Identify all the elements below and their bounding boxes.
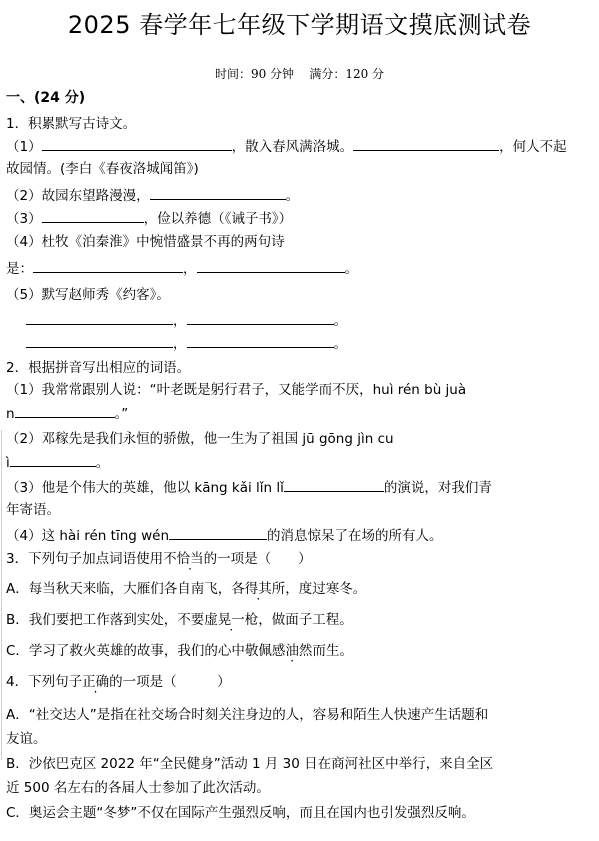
q3-a-dotted: 各得其所 — [231, 581, 286, 597]
q1-4-blank-a[interactable] — [33, 258, 183, 273]
q3-b-pre: B．我们要把工作落到实处，不要 — [6, 612, 205, 628]
q1-5-blank-c[interactable] — [26, 333, 173, 348]
section-title: 一、(24 分) — [6, 90, 86, 106]
q1-4-end: 。 — [344, 261, 358, 277]
q4-option-a: A．“社交达人”是指在社交场合时刻关注身边的人，容易和陌生人快速产生话题和 — [6, 707, 489, 723]
q1-item-2 — [6, 185, 299, 206]
q2-4-pre: （4）这 hài rén tīng wén — [6, 528, 170, 544]
q2-item-2: （2）邓稼先是我们永恒的骄傲，他一生为了祖国 jū gōng jìn cu — [6, 431, 394, 447]
q1-1-end: ，何人不起 — [499, 139, 567, 155]
q1-item-1 — [6, 136, 567, 157]
q4-stem-post: 的一项是（ ） — [109, 674, 231, 690]
q1-1-blank-a[interactable] — [42, 136, 232, 151]
page-title: 2025 春学年七年级下学期语文摸底测试卷 — [67, 11, 532, 39]
q1-3-num: （3） — [6, 211, 42, 227]
q2-item-1-cont — [6, 403, 128, 424]
q1-5-blank-b[interactable] — [187, 310, 334, 325]
q2-2-blank[interactable] — [10, 452, 96, 467]
q3-b-dotted: 虚晃一枪 — [204, 612, 259, 628]
q1-4-blank-b[interactable] — [197, 258, 345, 273]
q1-item-5: （5）默写赵师秀《约客》。 — [6, 287, 170, 303]
q1-1-num: （1） — [6, 139, 42, 155]
q1-5-end-1: 。 — [333, 313, 347, 329]
q2-4-blank[interactable] — [169, 525, 267, 540]
q4-option-b: B．沙依巴克区 2022 年“全民健身”活动 1 月 30 日在商河社区中举行，来自全区 — [6, 756, 494, 772]
q2-item-3-cont: 年寄语。 — [6, 502, 60, 518]
q3-stem — [6, 549, 312, 569]
q4-option-a-cont: 友谊。 — [6, 731, 47, 747]
q2-stem: 2．根据拼音写出相应的词语。 — [6, 360, 191, 376]
q2-3-pre: （3）他是个伟大的英雄，他以 kāng kǎi lǐn lǐ — [6, 480, 284, 496]
q4-option-b-cont: 近 500 名左右的各届人士参加了此次活动。 — [6, 780, 270, 796]
q1-item-4-answer — [6, 258, 358, 279]
score-value: 120 分 — [345, 67, 385, 81]
q2-item-1: （1）我常常跟别人说：“叶老既是躬行君子，又能学而不厌，huì rén bù juà — [6, 382, 467, 398]
q1-5-blank-a[interactable] — [26, 310, 173, 325]
q1-2-end: 。 — [285, 188, 300, 204]
q1-5-comma-2: ， — [173, 336, 187, 352]
q1-2-pre: （2）故园东望路漫漫， — [6, 188, 150, 204]
q2-2-end: 。 — [95, 455, 110, 471]
q3-a-post: ，度过寒冬。 — [285, 581, 367, 597]
q2-1-cont: n — [6, 406, 15, 422]
q1-4-comma: ， — [183, 261, 197, 277]
exam-meta — [0, 66, 599, 82]
q3-stem-pre: 3．下列句子加点词语使用不 — [6, 551, 177, 567]
q3-a-pre: A．每当秋天来临，大雁们 — [6, 581, 164, 597]
q2-3-blank[interactable] — [284, 477, 384, 492]
q2-item-2-cont — [6, 452, 109, 473]
score-label: 满分： — [309, 67, 346, 81]
q3-c-pre: C．学习了救火英雄的故事，我们的心中 — [6, 643, 245, 659]
q1-item-1-cont: 故园情。(李白《春夜洛城闻笛》) — [6, 161, 199, 177]
q2-1-end: 。” — [114, 406, 129, 422]
q1-stem: 1．积累默写古诗文。 — [6, 116, 137, 132]
q1-1-mid: ，散入春风满洛城。 — [231, 139, 354, 155]
q1-3-end: ，俭以养德（《诫子书》） — [143, 211, 293, 227]
q3-c-dotted: 敬佩感油然而生 · — [245, 643, 340, 659]
q1-5-comma-1: ， — [173, 313, 187, 329]
q1-5-line-2 — [26, 333, 347, 354]
q1-4-pre: 是： — [6, 261, 33, 277]
q4-stem-pre: 4．下列句子 — [6, 674, 83, 690]
q2-2-cont: ì — [6, 455, 10, 471]
q2-item-4 — [6, 525, 443, 546]
q3-stem-post: 的一项是（ ） — [203, 551, 312, 567]
q2-item-3 — [6, 477, 492, 498]
q4-stem-dotted: 正确 — [82, 674, 110, 690]
q3-c-post: 。 — [339, 643, 353, 659]
q2-4-end: 的消息惊呆了在场的所有人。 — [267, 528, 443, 544]
time-value: 90 分钟 — [250, 67, 295, 81]
q1-item-3 — [6, 208, 292, 229]
scan-edge-line — [1, 430, 2, 760]
q3-b-post: ，做面子工程。 — [258, 612, 353, 628]
q4-stem — [6, 672, 231, 692]
q2-1-blank[interactable] — [15, 403, 115, 418]
q2-3-end: 的演说，对我们青 — [383, 480, 492, 496]
q4-option-c: C．奥运会主题“冬梦”不仅在国际产生强烈反响，而且在国内也引发强烈反响。 — [6, 805, 475, 821]
q3-option-c — [6, 641, 353, 661]
q1-2-blank[interactable] — [150, 185, 286, 200]
q1-3-blank[interactable] — [42, 208, 144, 223]
q3-a-mid: 各自南飞， — [163, 581, 232, 597]
q3-option-b — [6, 610, 353, 630]
q1-1-blank-b[interactable] — [353, 136, 499, 151]
q3-option-a — [6, 579, 366, 599]
q1-5-line-1 — [26, 310, 347, 331]
time-label: 时间： — [214, 67, 251, 81]
q1-5-end-2: 。 — [333, 336, 347, 352]
q1-item-4: （4）杜牧《泊秦淮》中惋惜盛景不再的两句诗 — [6, 234, 285, 250]
q3-stem-dotted: 恰当 — [176, 551, 204, 567]
q1-5-blank-d[interactable] — [187, 333, 334, 348]
